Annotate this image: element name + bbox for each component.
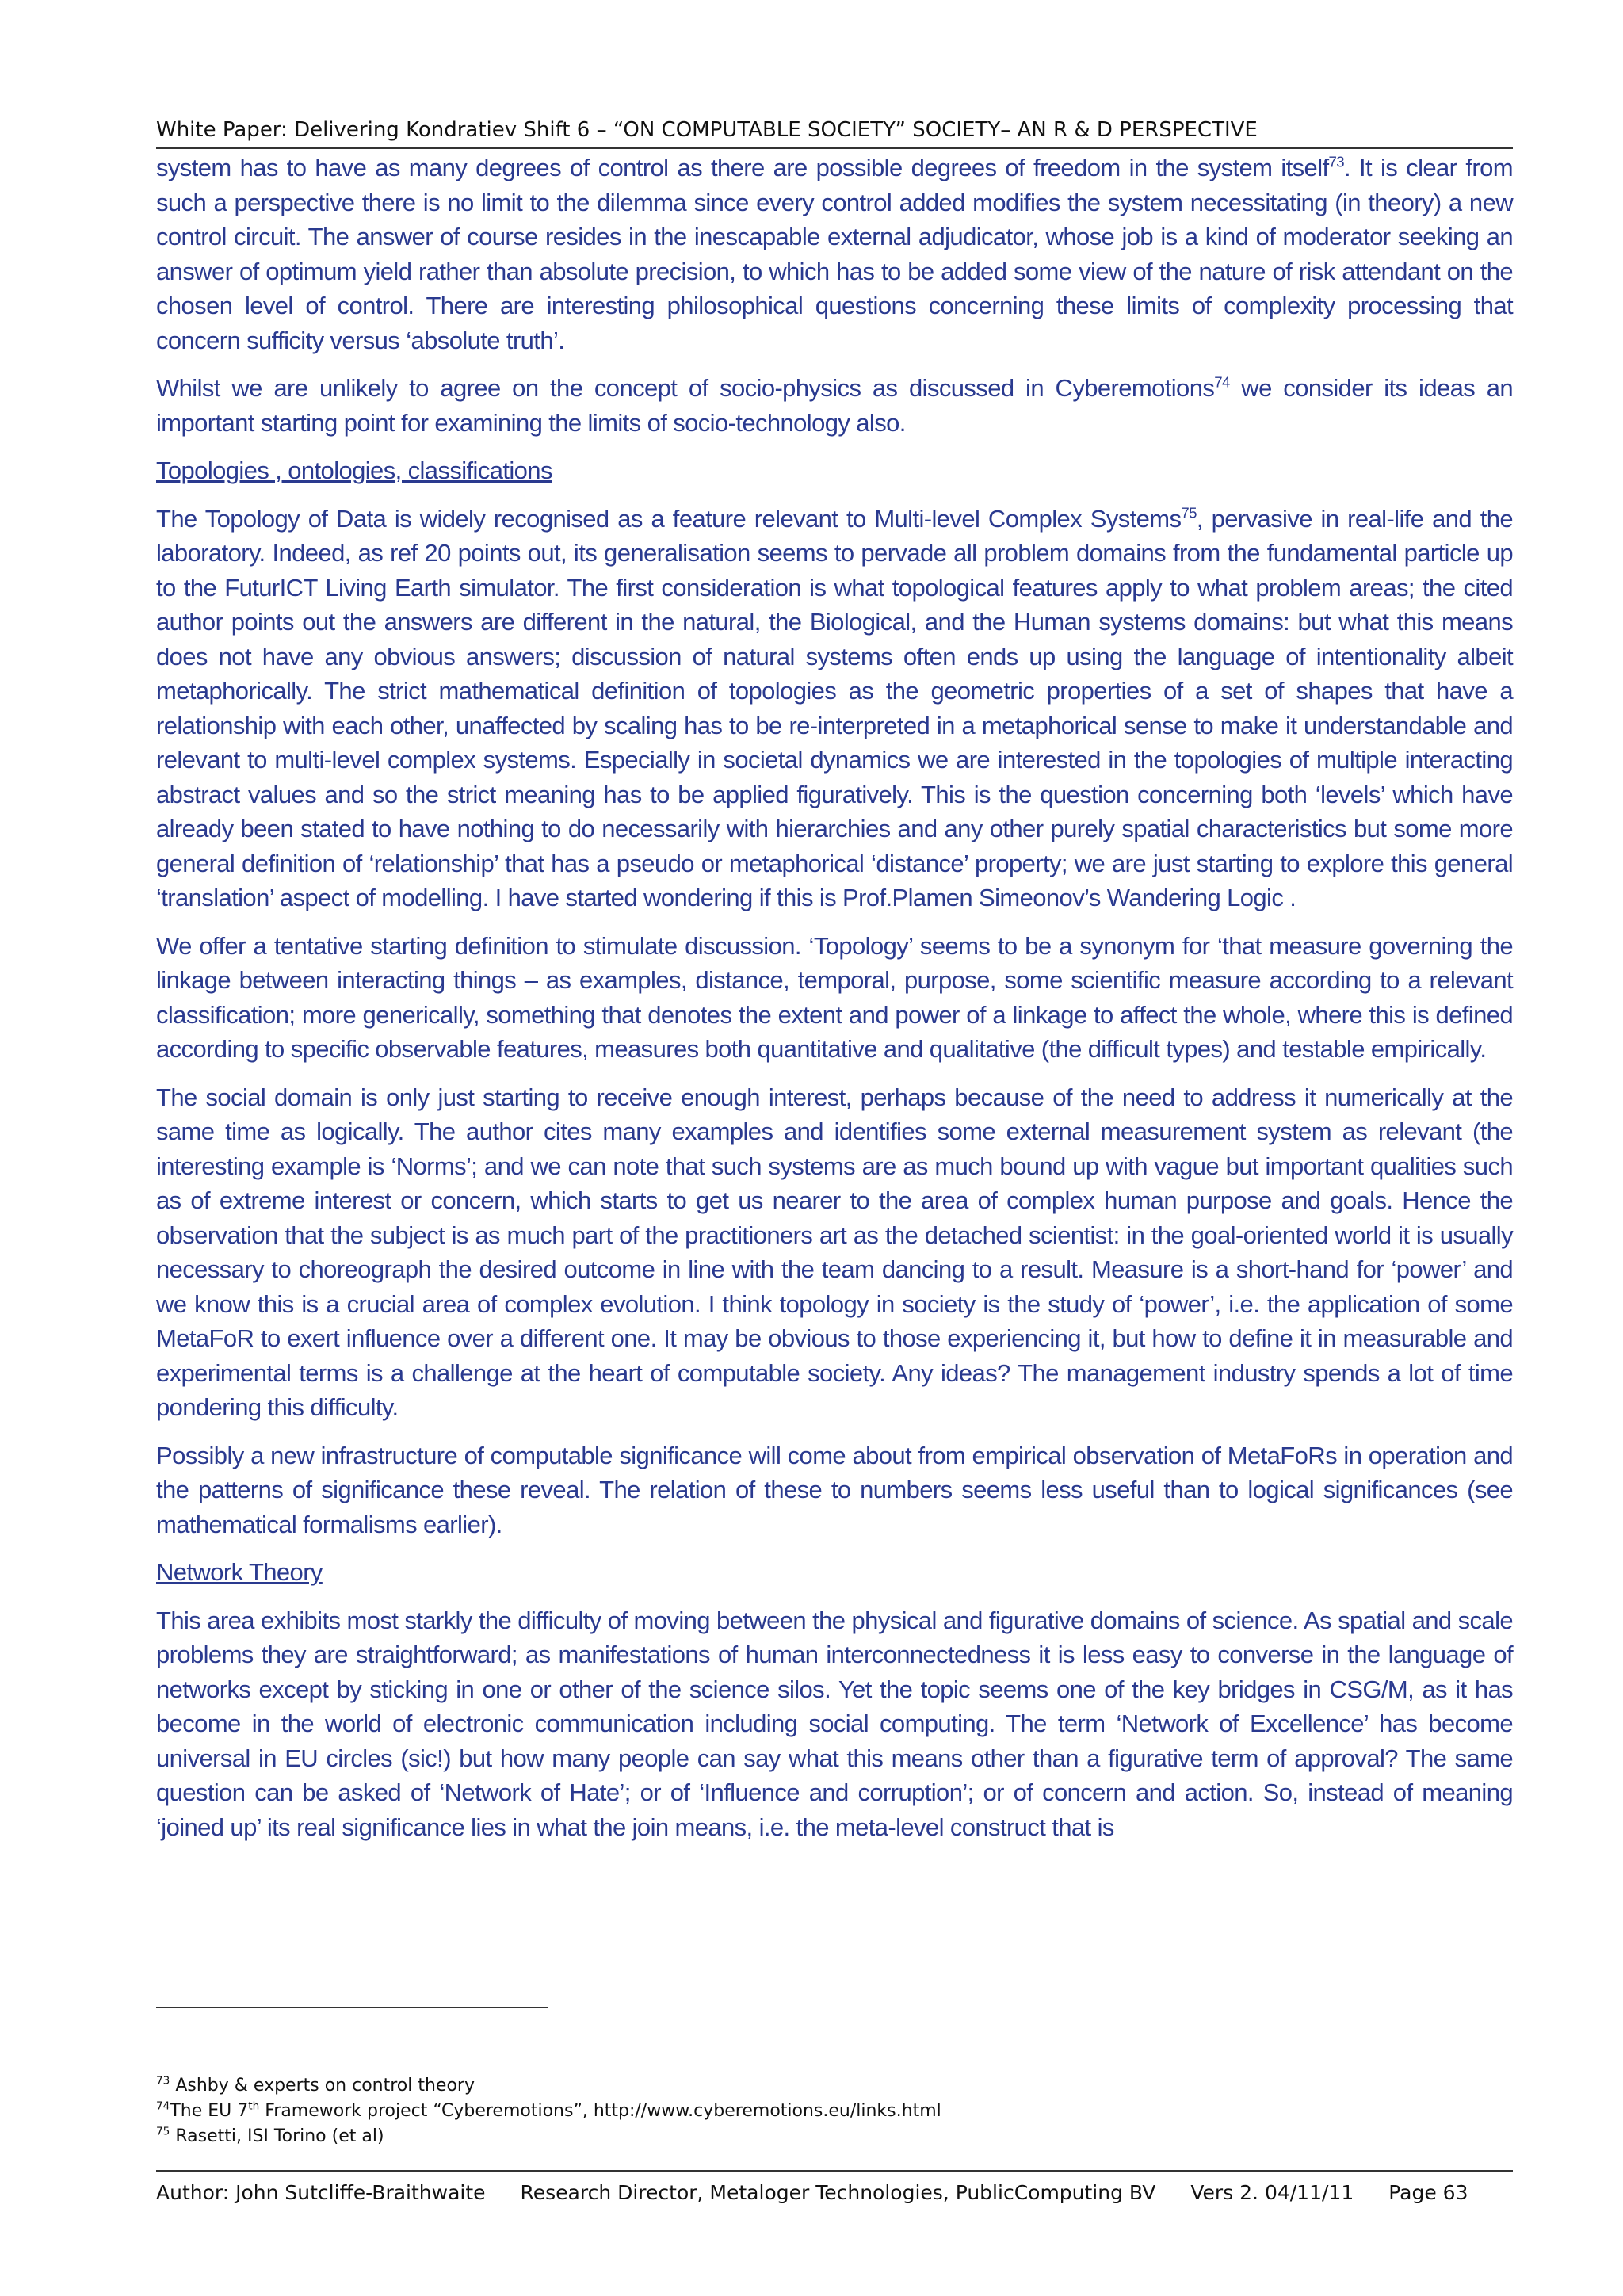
- paragraph-text: we consider its ideas an important starting point for examining the limits of socio-technology also.: [156, 374, 1513, 437]
- ordinal-suffix: th: [248, 2099, 260, 2113]
- footnote-ref: 75: [1181, 504, 1197, 521]
- paragraph-text: . It is clear from such a perspective there is no limit to the dilemma since every control added modifies the system necessitating (in theory) a new control circuit. The answer of course resides in the inescapable external adjudicator, whose job is a kind of moderator seeking an answer of optimum yield rather than absolute precision, to which has to be added some view of the nature of risk attendant on the chosen level of control. There are interesting philosophical questions concerning these limits of complexity processing that concern sufficity versus ‘absolute truth’.: [156, 154, 1513, 354]
- footnote-number: 75: [156, 2125, 170, 2138]
- footer-role: Research Director, Metaloger Technologies, PublicComputing BV: [520, 2181, 1156, 2204]
- footnote-text: Framework project “Cyberemotions”, http://www.cyberemotions.eu/links.html: [259, 2101, 941, 2121]
- footnote: [156, 2099, 1266, 2124]
- footer-version: Vers 2. 04/11/11: [1190, 2181, 1354, 2204]
- footnote-number: 73: [156, 2074, 170, 2088]
- footnote-text: The EU 7: [170, 2101, 249, 2121]
- footnote-text: Rasetti, ISI Torino (et al): [170, 2126, 384, 2146]
- paragraph: This area exhibits most starkly the difficulty of moving between the physical and figurative domains of science. As spatial and scale problems they are straightforward; as manifestations of human interconnectedness it is less easy to converse in the language of networks except by sticking in one or other of the science silos. Yet the topic seems one of the key bridges in CSG/M, as it has become in the world of electronic communication including social computing. The term ‘Network of Excellence’ has become universal in EU circles (sic!) but how many people can say what this means other than a figurative term of approval? The same question can be asked of ‘Network of Hate’; or of ‘Influence and corruption’; or of concern and action. So, instead of meaning ‘joined up’ its real significance lies in what the join means, i.e. the meta-level construct that is: [156, 1606, 1513, 1841]
- paragraph-text: system has to have as many degrees of control as there are possible degrees of freedom in the system itself: [156, 154, 1329, 181]
- page-footer: [156, 2170, 1513, 2204]
- footer-author: Author: John Sutcliffe-Braithwaite: [156, 2181, 486, 2204]
- footnote-divider: [156, 2007, 548, 2008]
- main-body: [156, 151, 1513, 1858]
- paragraph-text: The Topology of Data is widely recognised as a feature relevant to Multi-level Complex Systems: [156, 504, 1182, 533]
- page-header: [156, 113, 1513, 149]
- footnote-ref: 74: [1214, 373, 1230, 391]
- section-heading: Topologies , ontologies, classifications: [156, 457, 552, 484]
- footnote-ref: 73: [1328, 153, 1344, 170]
- paragraph-text: Whilst we are unlikely to agree on the concept of socio-physics as discussed in Cyberemotions: [156, 374, 1215, 402]
- document-title: White Paper: Delivering Kondratiev Shift 6 – “ON COMPUTABLE SOCIETY” SOCIETY– AN R & D PERSPECTIVE: [156, 118, 1258, 142]
- footnotes: [156, 2073, 1266, 2149]
- footnote: [156, 2124, 1266, 2149]
- paragraph-text: , pervasive in real-life and the laboratory. Indeed, as ref 20 points out, its generalisation seems to pervade all problem domains from the fundamental particle up to the FuturICT Living Earth simulator. The first consideration is what topological features apply to what problem areas; the cited author points out the answers are different in the natural, the Biological, and the Human systems domains: but what this means does not have any obvious answers; discussion of natural systems often ends up using the language of intentionality albeit metaphorically. The strict mathematical definition of topologies as the geometric properties of a set of shapes that have a relationship with each other, unaffected by scaling has to be re-interpreted in a metaphorical sense to make it understandable and relevant to multi-level complex systems. Especially in societal dynamics we are interested in the topologies of multiple interacting abstract values and so the strict meaning has to be applied figuratively. This is the question concerning both ‘levels’ which have already been stated to have nothing to do necessarily with hierarchies and any other purely spatial characteristics but some more general definition of ‘relationship’ that has a pseudo or metaphorical ‘distance’ property; we are just starting to explore this general ‘translation’ aspect of modelling. I have started wondering if this is Prof.Plamen Simeonov’s Wandering Logic .: [156, 504, 1513, 911]
- paragraph: [156, 502, 1513, 915]
- footnote: [156, 2073, 1266, 2099]
- paragraph: Possibly a new infrastructure of computable significance will come about from empirical observation of MetaFoRs in operation and the patterns of significance these reveal. The relation of these to numbers seems less useful than to logical significances (see mathematical formalisms earlier).: [156, 1441, 1513, 1538]
- paragraph: [156, 151, 1513, 357]
- page-number: Page 63: [1388, 2181, 1468, 2204]
- section-heading: Network Theory: [156, 1558, 323, 1586]
- paragraph: The social domain is only just starting to receive enough interest, perhaps because of the need to address it numerically at the same time as logically. The author cites many examples and identifies some external measurement system as relevant (the interesting example is ‘Norms’; and we can note that such systems are as much bound up with vague but important qualities such as of extreme interest or concern, which starts to get us nearer to the area of complex human purpose and goals. Hence the observation that the subject is as much part of the practitioners art as the detached scientist: in the goal-oriented world it is usually necessary to choreograph the desired outcome in line with the team dancing to a result. Measure is a short-hand for ‘power’ and we know this is a crucial area of complex evolution. I think topology in society is the study of ‘power’, i.e. the application of some MetaFoR to exert influence over a different one. It may be obvious to those experiencing it, but how to define it in measurable and experimental terms is a challenge at the heart of computable society. Any ideas? The management industry spends a lot of time pondering this difficulty.: [156, 1083, 1513, 1421]
- footnote-text: Ashby & experts on control theory: [170, 2076, 475, 2095]
- footnote-number: 74: [156, 2099, 170, 2113]
- paragraph: We offer a tentative starting definition to stimulate discussion. ‘Topology’ seems to be a synonym for ‘that measure governing the linkage between interacting things – as examples, distance, temporal, purpose, some scientific measure according to a relevant classification; more generically, something that denotes the extent and power of a linkage to affect the whole, where this is defined according to specific observable features, measures both quantitative and qualitative (the difficult types) and testable empirically.: [156, 931, 1513, 1063]
- paragraph: [156, 371, 1513, 440]
